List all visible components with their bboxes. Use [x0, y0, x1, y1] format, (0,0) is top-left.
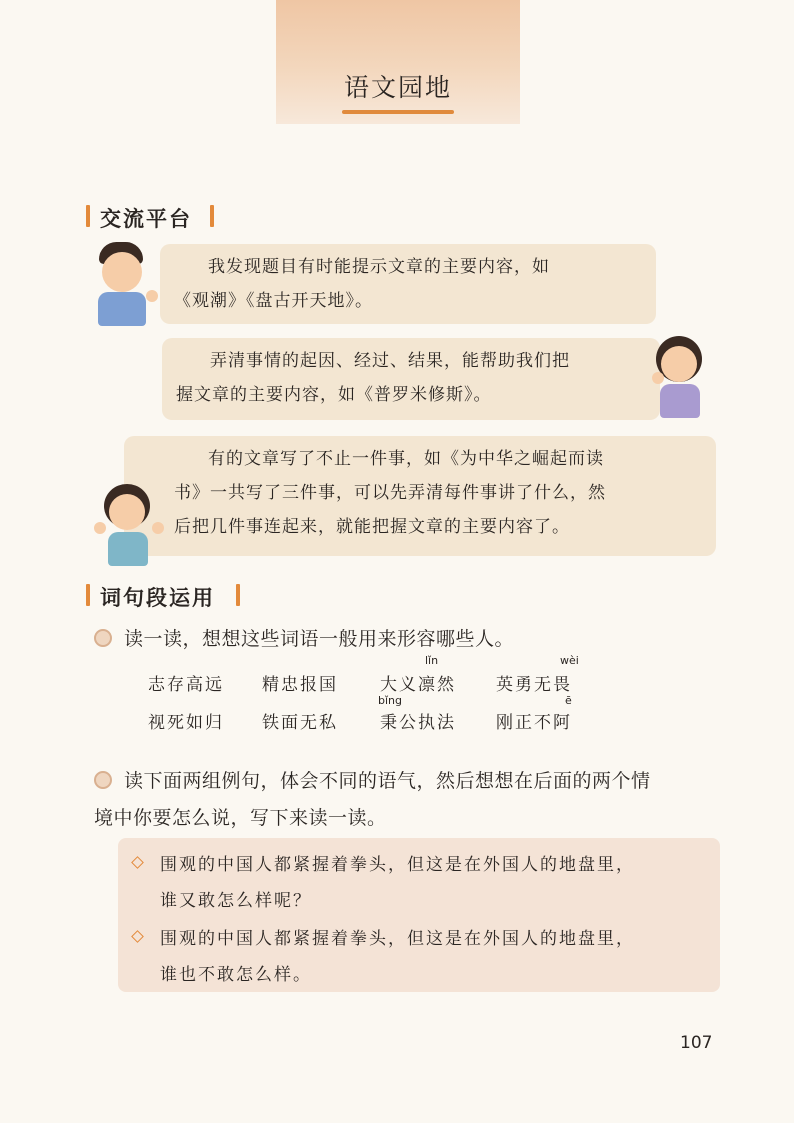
section-title-exchange: 交流平台: [100, 207, 192, 231]
speech-bubble-1: [160, 244, 656, 324]
exercise-2-instruction-line-1: 读下面两组例句，体会不同的语气，然后想想在后面的两个情: [124, 770, 651, 792]
bubble-2-line-1: 弄清事情的起因、经过、结果，能帮助我们把: [210, 351, 570, 371]
exercise-bullet-icon: [94, 771, 112, 789]
word-5: 视死如归: [148, 713, 224, 733]
word-7: 秉公执法: [380, 713, 456, 733]
section-marker-left: [86, 584, 90, 606]
girl-illustration-1: [652, 336, 712, 420]
exercise-2-instruction-line-2: 境中你要怎么说，写下来读一读。: [94, 807, 387, 829]
boy-illustration: [94, 242, 164, 328]
word-2: 精忠报国: [262, 675, 338, 695]
bubble-1-line-1: 我发现题目有时能提示文章的主要内容，如: [208, 257, 550, 277]
word-8: 刚正不阿: [496, 713, 572, 733]
section-marker-right: [236, 584, 240, 606]
word-4: 英勇无畏: [496, 675, 572, 695]
speech-bubble-3: [124, 436, 716, 556]
word-1: 志存高远: [148, 675, 224, 695]
example-1-line-1: 围观的中国人都紧握着拳头，但这是在外国人的地盘里，: [160, 855, 635, 875]
pinyin-e: ē: [565, 694, 572, 707]
bubble-1-line-2: 《观潮》《盘古开天地》。: [174, 291, 373, 311]
page-number: 107: [680, 1033, 713, 1053]
pinyin-lin: lǐn: [425, 654, 439, 667]
example-2-line-1: 围观的中国人都紧握着拳头，但这是在外国人的地盘里，: [160, 929, 635, 949]
chapter-title: 语文园地: [343, 73, 452, 102]
section-marker-right: [210, 205, 214, 227]
title-underline: [342, 110, 454, 114]
bubble-3-line-1: 有的文章写了不止一件事，如《为中华之崛起而读: [208, 449, 604, 469]
section-title-usage: 词句段运用: [100, 586, 215, 610]
word-6: 铁面无私: [262, 713, 338, 733]
word-3: 大义凛然: [380, 675, 456, 695]
example-1-line-2: 谁又敢怎么样呢？: [160, 891, 312, 911]
pinyin-bing: bǐng: [378, 694, 402, 707]
bubble-2-line-2: 握文章的主要内容，如《普罗米修斯》。: [176, 385, 492, 405]
pinyin-wei: wèi: [560, 654, 579, 667]
chapter-banner: [276, 0, 520, 124]
bubble-3-line-2: 书》一共写了三件事，可以先弄清每件事讲了什么，然: [174, 483, 606, 503]
exercise-bullet-icon: [94, 629, 112, 647]
exercise-1-instruction: 读一读，想想这些词语一般用来形容哪些人。: [124, 628, 515, 650]
girl-illustration-2: [94, 484, 164, 570]
section-marker-left: [86, 205, 90, 227]
speech-bubble-2: [162, 338, 660, 420]
example-2-line-2: 谁也不敢怎么样。: [160, 965, 312, 985]
bubble-3-line-3: 后把几件事连起来，就能把握文章的主要内容了。: [174, 517, 570, 537]
